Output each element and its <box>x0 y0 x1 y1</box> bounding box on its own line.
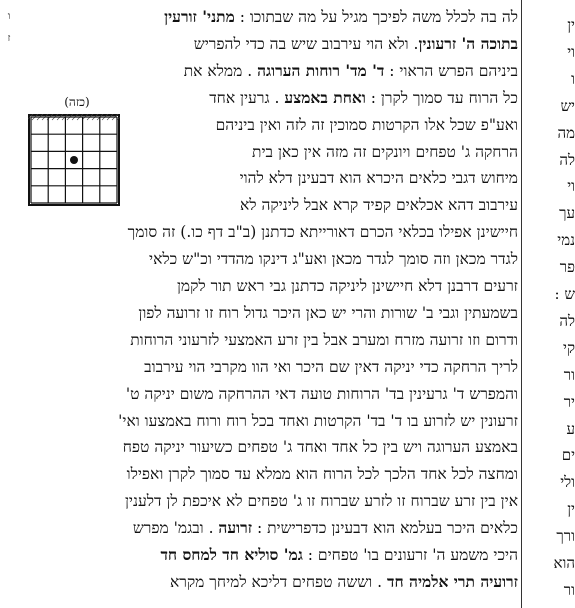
text-line <box>18 246 518 272</box>
bold-phrase: מתני' <box>196 7 235 26</box>
text-span: . ממלא את <box>183 61 258 80</box>
neighbor-line: מה <box>557 123 575 142</box>
neighbor-line: ש : <box>554 285 575 303</box>
text-line <box>18 542 518 568</box>
text-span: לגדר מכאן וזה סומך לגדר מכאן ואע"ג דינקו מהדדי וכ"ש כלאי <box>149 250 518 269</box>
neighbor-line: ור <box>563 580 575 599</box>
diagram-label: (כזה) <box>64 95 90 109</box>
text-span: . ובגמ' מפרש <box>132 519 219 538</box>
text-line <box>18 354 518 380</box>
text-line <box>136 165 518 191</box>
neighbor-line: יש <box>560 96 575 115</box>
column-divider <box>521 0 522 608</box>
bold-phrase: זורעין <box>164 7 197 26</box>
bold-phrase: בתוכה ה' זרעונין <box>418 33 518 53</box>
text-line <box>18 515 518 541</box>
text-line <box>18 408 518 434</box>
center-seed-dot <box>70 156 78 164</box>
text-span: לה בה לכלל משה לפיכך מגיל על מה שבתוכו : <box>234 8 518 26</box>
bold-phrase: זרועיה תרי אלמיה חד <box>387 571 518 591</box>
text-span: זרעים דרבנן דלא חיישינן ליניקה כדתנן גבי ראש תור לקמן <box>176 277 518 295</box>
text-line <box>18 219 518 245</box>
neighbor-line: וי <box>567 42 575 61</box>
text-line <box>18 300 518 326</box>
bold-phrase: ד' מד' רוחות הערוגה <box>257 60 385 80</box>
text-line <box>18 327 518 353</box>
left-margin-markers <box>2 6 16 96</box>
text-span: ומחצה לכל אחד הלכך לכל הרוח הוא ממלא עד סמוך לקרן ואפילו <box>126 465 518 484</box>
neighbor-line: ים <box>561 446 575 465</box>
text-line <box>18 381 518 407</box>
text-span: עירבוב דהא אכלאים קפיד קרא אבל ליניקה לא <box>239 196 518 215</box>
text-span: והמפרש ד' גרעינין בד' הרוחות טועה דאי ההרחקה משום יניקה ט' <box>125 384 518 403</box>
neighbor-line: וי <box>567 177 575 196</box>
text-line <box>18 273 518 299</box>
text-span: אין בין זרע שברוח זו לזרע שברוח זו ג' טפחים לא איכפת לן דלענין <box>124 492 518 511</box>
text-line <box>136 192 518 218</box>
text-line <box>18 461 518 487</box>
text-line <box>18 569 518 595</box>
neighbor-line: הוא <box>553 554 575 572</box>
text-span: כל הרוח עד סמוך לקרן : <box>365 88 518 107</box>
text-line <box>136 139 518 165</box>
margin-marker: ז <box>7 33 11 44</box>
text-line <box>18 434 518 460</box>
neighbor-line: ע <box>566 419 575 438</box>
text-span: בשמעתין וגבי ב' שורות והרי יש כאן היכר גדול רוח זו זרועה לפון <box>138 303 518 322</box>
grid-diagram <box>28 114 120 206</box>
neighbor-line: לה <box>559 311 575 330</box>
text-span: הרחקה ג' טפחים ויונקים זה מזה אין כאן בית <box>252 142 518 161</box>
text-span: לריך הרחקה כדי יניקה דאין שם היכר ואי הוו מקרבי הוי עירבוב <box>144 357 518 376</box>
neighbor-line: ורך <box>556 527 575 546</box>
text-span: מיחוש דגבי כלאים היכרא הוא דבעינן דלא להוי <box>239 169 518 188</box>
bold-phrase: ואחת באמצע <box>284 87 366 107</box>
neighbor-line: ו <box>571 69 575 88</box>
text-span: . וששה טפחים דליכא למיחך מקרא <box>169 572 388 591</box>
text-line <box>18 4 518 30</box>
neighbor-column <box>524 4 575 608</box>
text-span: . ולא הוי עירבוב שיש בה כדי להפריש <box>193 34 419 53</box>
neighbor-line: לה <box>559 150 575 169</box>
text-line <box>18 31 518 57</box>
neighbor-line: נמי <box>557 231 575 250</box>
text-line <box>18 58 518 84</box>
text-span: היכי משמע ה' זרעונים בו' טפחים : <box>302 546 518 564</box>
text-line <box>136 112 518 138</box>
bold-phrase: גמ' סוליא חד למחס חד <box>160 545 303 564</box>
text-span: . גרעין אחד <box>209 88 285 107</box>
neighbor-line: קי <box>563 338 575 357</box>
neighbor-line: עך <box>559 204 575 223</box>
bold-phrase: זרועה <box>218 518 253 538</box>
margin-marker: ו <box>7 11 11 22</box>
text-span: כלאים היכר בעלמא הוא דבעינן כדפרישית : <box>252 519 518 538</box>
neighbor-line: ור <box>563 365 575 384</box>
text-line <box>18 488 518 514</box>
text-span: באמצע הערוגה ויש בין כל אחד ואחד ג' טפחים כשיעור יניקה טפח <box>122 438 518 457</box>
neighbor-line: פר <box>559 258 575 277</box>
neighbor-line: ולי <box>560 473 575 492</box>
text-span: ביניהם הפרש הראוי : <box>384 61 518 80</box>
text-span: חיישינן אפילו בכלאי הכרם דאורייתא כדתנן (ב"ב דף כו.) זה סומך <box>127 223 518 242</box>
text-span: ודרום וזו זרועה מזרח ומערב אבל בין זרע האמצעי לזרעוני הרוחות <box>130 330 518 349</box>
neighbor-line: יר <box>563 392 575 411</box>
text-span: ואע"פ שכל אלו הקרטות סמוכין זה לזה ואין ביניהם <box>215 115 518 134</box>
neighbor-line: ין <box>567 16 575 34</box>
neighbor-line: ין <box>567 500 575 519</box>
text-span: זרעונין יש לזרוע בו ד' בד' הקרטות ואחד בכל רוח ורוח באמצעו ואי' <box>118 411 518 430</box>
garden-bed-diagram <box>22 94 132 212</box>
